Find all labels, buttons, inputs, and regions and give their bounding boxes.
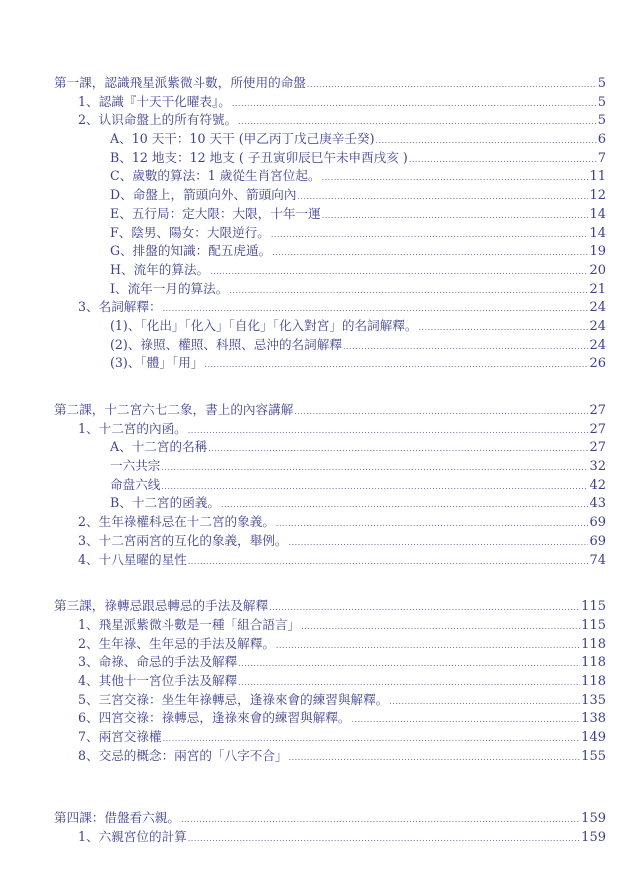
toc-entry[interactable] [54,149,606,168]
toc-entry[interactable] [54,317,606,336]
dot-leader [276,515,589,534]
toc-entry-title: 3、名詞解釋： [78,299,162,315]
toc-entry[interactable] [54,513,606,532]
toc-entry-page: 138 [581,711,606,727]
toc-entry-page: 6 [597,132,606,148]
dot-leader [375,132,596,151]
dot-leader [232,95,597,114]
toc-entry-page: 21 [589,281,606,297]
toc-entry-title: 一六共宗 [110,458,161,474]
toc-section-lesson-2 [54,401,606,569]
toc-entry[interactable] [54,224,606,243]
toc-entry-title: A、10 天干：10 天干 (甲乙丙丁戊己庚辛壬癸) [110,131,375,147]
toc-entry[interactable] [54,298,606,317]
toc-entry-page: 74 [589,552,606,568]
toc-entry[interactable] [54,551,606,570]
dot-leader [409,151,597,170]
toc-entry-page: 118 [581,636,606,652]
toc-entry-title: 命盘六线 [110,476,161,492]
toc-entry-title: 3、十二宮兩宮的互化的象義，舉例。 [78,532,288,548]
toc-entry-page: 7 [597,150,606,166]
toc-entry-page: 118 [581,655,606,671]
toc-entry-page: 155 [581,748,606,764]
dot-leader [289,749,581,768]
toc-entry-title: 2、认识命盤上的所有符號。 [78,112,238,128]
toc-entry-title: B、12 地支：12 地支 ( 子丑寅卯辰巳午未申酉戌亥 ) [110,149,408,165]
toc-entry[interactable] [54,672,606,691]
toc-section-lesson-1 [54,74,606,373]
toc-entry-page: 118 [581,673,606,689]
dot-leader [322,207,589,226]
toc-entry[interactable] [54,532,606,551]
toc-entry[interactable] [54,354,606,373]
toc-entry-page: 5 [597,76,606,91]
toc-entry[interactable] [54,280,606,299]
dot-leader [269,599,580,618]
toc-entry-title: 2、生年祿、生年忌的手法及解釋。 [78,635,275,651]
toc-entry-title: 6、四宮交祿：祿轉忌，逢祿來會的練習與解釋。 [78,710,351,726]
dot-leader [307,76,597,95]
toc-entry-page: 14 [589,206,606,222]
toc-entry-page: 27 [589,403,606,418]
toc-entry-page: 20 [589,262,606,278]
toc-entry[interactable] [54,828,606,847]
dot-leader [297,188,588,207]
toc-entry-page: 43 [589,496,606,512]
toc-entry[interactable] [54,93,606,112]
toc-entry-title: E、五行局：定大限：大限，十年一運 [110,205,321,221]
toc-entry[interactable] [54,709,606,728]
table-of-contents [54,74,606,875]
toc-entry-page: 24 [589,318,606,334]
toc-entry-page: 27 [589,440,606,456]
dot-leader [351,711,580,730]
toc-entry-title: 1、十二宮的內函。 [78,420,187,436]
toc-entry-page: 27 [589,421,606,437]
toc-entry-title: C、歲數的算法：1 歲從生肖宮位起。 [110,168,321,184]
toc-entry-title: 5、三宮交祿：坐生年祿轉忌，逢祿來會的練習與解釋。 [78,691,389,707]
toc-entry[interactable] [54,747,606,766]
toc-entry[interactable] [54,635,606,654]
toc-entry-page: 42 [589,477,606,493]
toc-entry[interactable] [54,728,606,747]
toc-entry-title: 3、命祿、命忌的手法及解釋 [78,654,238,670]
dot-leader [161,478,588,497]
toc-entry-title: 第一課，認識飛星派紫微斗數，所使用的命盤 [54,75,306,90]
toc-entry-title: 2、生年祿權科忌在十二宮的象義。 [78,514,275,530]
toc-entry[interactable] [54,186,606,205]
toc-entry[interactable] [54,476,606,495]
toc-entry-title: H、流年的算法。 [110,261,210,277]
toc-entry-page: 5 [597,94,606,110]
dot-leader [229,282,588,301]
toc-entry-title: (1)、「化出」「化入」「自化」「化入對宮」的名詞解釋。 [110,317,418,333]
toc-entry-title: 1、認識『十天干化曜表』。 [78,93,231,109]
toc-entry[interactable] [54,691,606,710]
toc-entry-page: 11 [589,169,606,185]
toc-entry-page: 69 [589,533,606,549]
toc-entry[interactable] [54,438,606,457]
toc-entry-title: 7、兩宮交祿權 [78,729,162,744]
toc-entry-page: 115 [581,617,606,633]
toc-entry-page: 115 [581,599,606,615]
toc-entry[interactable] [54,457,606,476]
dot-leader [294,403,588,422]
dot-leader [210,263,588,282]
toc-entry-title: (2)、祿照、權照、科照、忌沖的名詞解釋 [110,336,342,352]
toc-entry[interactable] [54,74,606,93]
toc-entry-page: 159 [581,830,606,846]
dot-leader [289,534,589,553]
toc-entry-page: 69 [589,515,606,531]
toc-entry[interactable] [54,205,606,224]
dot-leader [418,319,588,338]
toc-entry-title: 1、飛星派紫微斗數是一種「組合語言」 [78,616,301,632]
toc-entry[interactable] [54,597,606,616]
dot-leader [204,356,588,375]
toc-entry-page: 32 [589,459,606,475]
dot-leader [271,226,589,245]
toc-entry-title: 4、其他十一宮位手法及解釋 [78,672,238,688]
toc-entry-title: 8、交忌的概念：兩宮的「八字不合」 [78,747,288,763]
dot-leader [276,637,580,656]
dot-leader [188,553,589,572]
toc-entry-title: I、流年一月的算法。 [110,280,229,296]
dot-leader [188,830,580,849]
dot-leader [389,693,580,712]
toc-entry-page: 135 [581,692,606,708]
toc-entry[interactable] [54,261,606,280]
dot-leader [188,422,589,441]
toc-entry-page: 19 [589,244,606,260]
toc-entry[interactable] [54,167,606,186]
dot-leader [221,496,588,515]
dot-leader [301,618,580,637]
toc-entry-title: 4、十八星曜的星性 [78,551,187,567]
toc-entry-page: 14 [589,225,606,241]
toc-entry-page: 149 [581,730,606,745]
dot-leader [343,338,589,357]
toc-entry-page: 24 [589,300,606,316]
dot-leader [181,811,580,830]
toc-entry-page: 24 [589,337,606,353]
toc-entry-title: 1、六親宮位的計算 [78,829,187,845]
toc-entry[interactable] [54,809,606,828]
toc-entry-title: D、命盤上，箭頭向外、箭頭向內 [110,187,297,203]
toc-entry[interactable] [54,653,606,672]
toc-entry-title: F、陰男、陽女：大限逆行。 [110,224,270,240]
dot-leader [161,459,588,478]
toc-entry-page: 5 [597,113,606,129]
toc-entry-title: 第二課，十二宮六七二象，書上的內容講解 [54,402,294,417]
toc-entry[interactable] [54,616,606,635]
toc-entry-title: B、十二宮的函義。 [110,495,221,511]
toc-entry-title: A、十二宮的名稱 [110,439,208,455]
toc-section-lesson-4 [54,809,606,846]
toc-entry[interactable] [54,130,606,149]
toc-section-lesson-3 [54,597,606,765]
toc-entry[interactable] [54,336,606,355]
toc-entry[interactable] [54,401,606,420]
toc-entry-title: G、排盤的知識：配五虎遁。 [110,243,272,259]
dot-leader [238,655,580,674]
toc-entry[interactable] [54,111,606,130]
dot-leader [272,244,588,263]
dot-leader [208,440,588,459]
toc-entry[interactable] [54,494,606,513]
toc-entry[interactable] [54,420,606,439]
toc-entry-title: 第四課：借盤看六親。 [54,810,180,826]
dot-leader [322,169,589,188]
toc-entry-title: 第三課，祿轉忌跟忌轉忌的手法及解釋 [54,598,269,614]
toc-entry-page: 12 [589,188,606,204]
toc-entry-page: 159 [581,811,606,827]
toc-entry-page: 26 [589,356,606,372]
toc-entry-title: (3)、「體」「用」 [110,355,204,371]
toc-entry[interactable] [54,242,606,261]
